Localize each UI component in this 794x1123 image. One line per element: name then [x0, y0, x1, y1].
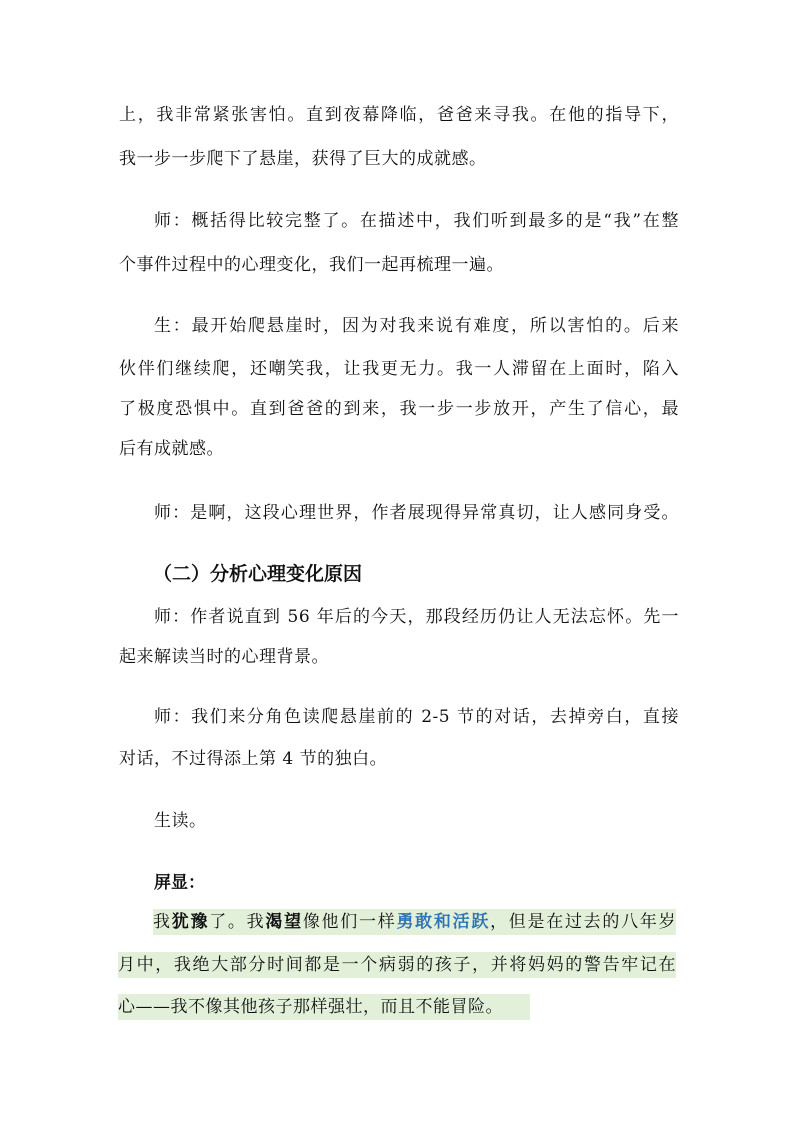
quote-text-segment: 了。我 — [209, 912, 266, 932]
quote-text-segment: 我 — [153, 912, 172, 932]
paragraph-4-line-1: 师：是啊，这段心理世界，作者展现得异常真切，让人感同身受。 — [154, 503, 679, 523]
quote-line-2: 月中，我绝大部分时间都是一个病弱的孩子，并将妈妈的警告牢记在 — [118, 952, 676, 978]
quote-keyword-longing: 渴望 — [265, 912, 303, 932]
quote-line-3: 心——我不像其他孩子那样强壮，而且不能冒险。 — [118, 994, 530, 1020]
paragraph-5-line-1: 师：作者说直到 56 年后的今天，那段经历仍让人无法忘怀。先一 — [154, 607, 679, 627]
paragraph-3-line-4: 后有成就感。 — [119, 439, 224, 459]
paragraph-2-line-1: 师：概括得比较完整了。在描述中，我们听到最多的是“我”在整 — [154, 211, 679, 231]
quote-text-segment: ，但是在过去的八年岁 — [490, 912, 677, 932]
paragraph-1-line-2: 我一步一步爬下了悬崖，获得了巨大的成就感。 — [119, 149, 487, 169]
paragraph-3-line-2: 伙伴们继续爬，还嘲笑我，让我更无力。我一人滞留在上面时，陷入 — [119, 359, 679, 379]
quote-text-segment: 像他们一样 — [302, 912, 397, 932]
paragraph-6-line-2: 对话，不过得添上第 4 节的独白。 — [119, 749, 388, 769]
screen-display-label: 屏显： — [154, 873, 205, 893]
paragraph-3-line-3: 了极度恐惧中。直到爸爸的到来，我一步一步放开，产生了信心，最 — [119, 399, 679, 419]
paragraph-7-line-1: 生读。 — [154, 811, 207, 831]
section-heading: （二）分析心理变化原因 — [153, 563, 363, 585]
paragraph-5-line-2: 起来解读当时的心理背景。 — [119, 647, 329, 667]
quote-keyword-brave-active: 勇敢和活跃 — [396, 912, 491, 932]
quote-line-1 — [153, 909, 676, 935]
paragraph-2-line-2: 个事件过程中的心理变化，我们一起再梳理一遍。 — [119, 255, 504, 275]
paragraph-6-line-1: 师：我们来分角色读爬悬崖前的 2-5 节的对话，去掉旁白，直接 — [154, 707, 679, 727]
quote-keyword-hesitate: 犹豫 — [171, 912, 210, 932]
paragraph-1-line-1: 上，我非常紧张害怕。直到夜幕降临，爸爸来寻我。在他的指导下， — [119, 105, 679, 125]
paragraph-3-line-1: 生：最开始爬悬崖时，因为对我来说有难度，所以害怕的。后来 — [154, 316, 679, 336]
